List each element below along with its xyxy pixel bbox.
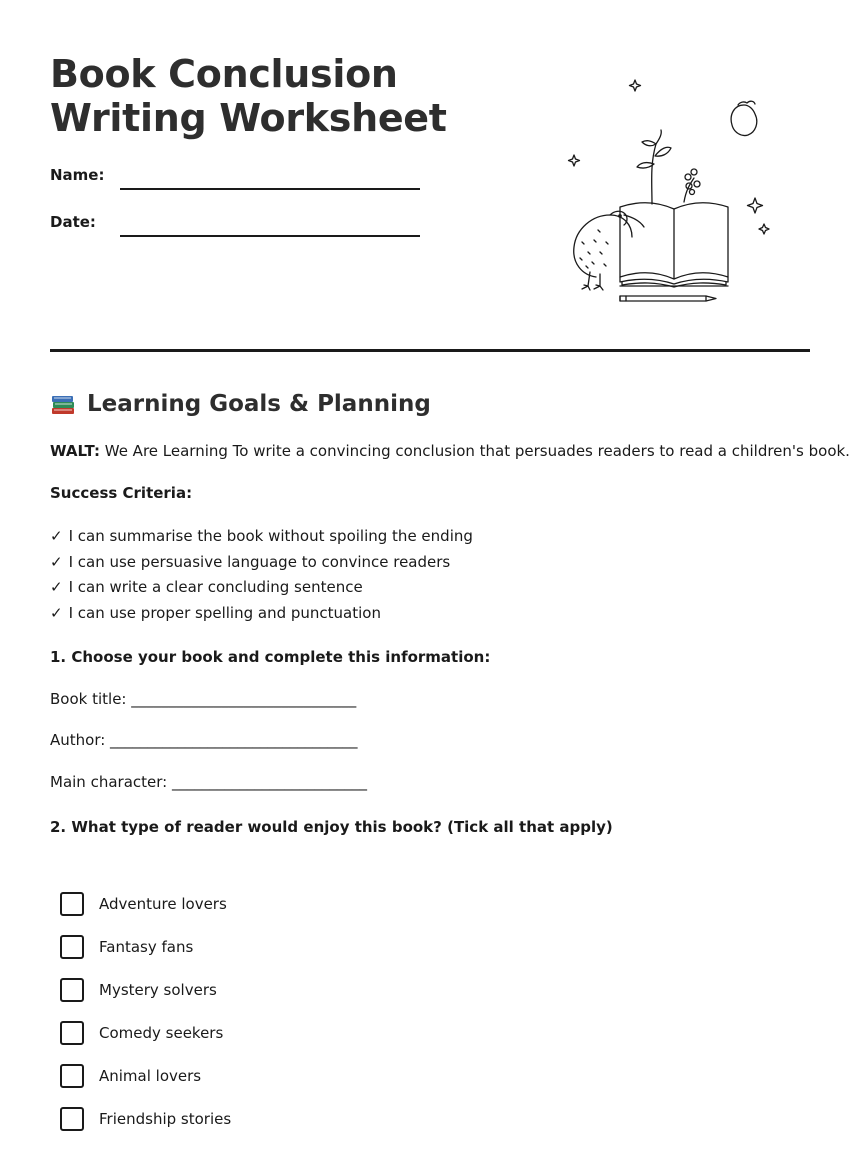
books-icon: [50, 391, 76, 417]
criteria-text: I can write a clear concluding sentence: [68, 578, 363, 596]
list-item: [50, 524, 473, 550]
walt-statement: [50, 441, 850, 461]
checkbox[interactable]: [60, 1021, 84, 1045]
list-item: [50, 601, 473, 627]
name-label: Name:: [50, 166, 105, 184]
title-line-1: Book Conclusion: [50, 52, 398, 96]
criteria-text: I can use persuasive language to convince readers: [68, 552, 451, 571]
question-2-heading: 2. What type of reader would enjoy this book? (Tick all that apply): [50, 818, 613, 836]
checkbox-label: Comedy seekers: [99, 1023, 224, 1042]
checkbox-label: Mystery solvers: [99, 980, 217, 999]
checkbox-option[interactable]: [60, 1011, 231, 1054]
checkbox-option[interactable]: [60, 1097, 231, 1140]
list-item: [50, 575, 473, 601]
walt-text: We Are Learning To write a convincing conclusion that persuades readers to read a children's book.: [99, 442, 850, 460]
date-line[interactable]: [120, 235, 420, 237]
question-1-heading: 1. Choose your book and complete this information:: [50, 648, 491, 666]
success-criteria-list: [50, 524, 473, 626]
check-icon: ✓: [50, 552, 63, 571]
criteria-text: I can use proper spelling and punctuation: [68, 603, 381, 622]
header-divider: [50, 349, 810, 352]
checkbox[interactable]: [60, 935, 84, 959]
sparkle-icon: [569, 155, 580, 166]
checkbox-option[interactable]: [60, 968, 231, 1011]
kiwi-bird-icon: [574, 215, 632, 277]
checkbox[interactable]: [60, 1064, 84, 1088]
sparkle-icon: [630, 80, 641, 91]
name-field[interactable]: [50, 166, 420, 184]
walt-label: WALT:: [50, 442, 100, 460]
reader-type-checklist: [60, 882, 231, 1140]
date-label: Date:: [50, 213, 96, 231]
main-character-field[interactable]: Main character: __________________________: [50, 773, 367, 791]
check-icon: ✓: [50, 603, 63, 622]
checkbox[interactable]: [60, 1107, 84, 1131]
checkbox-label: Friendship stories: [99, 1109, 232, 1128]
checkbox-option[interactable]: [60, 925, 231, 968]
criteria-text: I can summarise the book without spoiling the ending: [68, 527, 473, 545]
fruit-icon: [731, 105, 757, 136]
sparkle-icon: [748, 198, 763, 213]
book-title-field[interactable]: Book title: ______________________________: [50, 690, 357, 708]
section-title-text: Learning Goals & Planning: [87, 391, 431, 417]
title-line-2: Writing Worksheet: [50, 96, 447, 140]
checkbox[interactable]: [60, 892, 84, 916]
author-field[interactable]: Author: _________________________________: [50, 731, 358, 749]
checkbox-option[interactable]: [60, 1054, 231, 1097]
name-line[interactable]: [120, 188, 420, 190]
sparkle-icon: [759, 224, 769, 234]
list-item: [50, 550, 473, 576]
book-kiwi-illustration: [560, 72, 780, 312]
checkbox-label: Adventure lovers: [99, 894, 227, 913]
date-field[interactable]: [50, 213, 420, 231]
pencil-icon: [620, 296, 716, 301]
checkbox[interactable]: [60, 978, 84, 1002]
checkbox-option[interactable]: [60, 882, 231, 925]
section-title: [50, 388, 431, 420]
check-icon: ✓: [50, 578, 63, 596]
success-criteria-heading: Success Criteria:: [50, 484, 193, 502]
page-title: [50, 52, 447, 140]
checkbox-label: Fantasy fans: [99, 937, 194, 956]
check-icon: ✓: [50, 527, 63, 545]
checkbox-label: Animal lovers: [99, 1066, 202, 1085]
